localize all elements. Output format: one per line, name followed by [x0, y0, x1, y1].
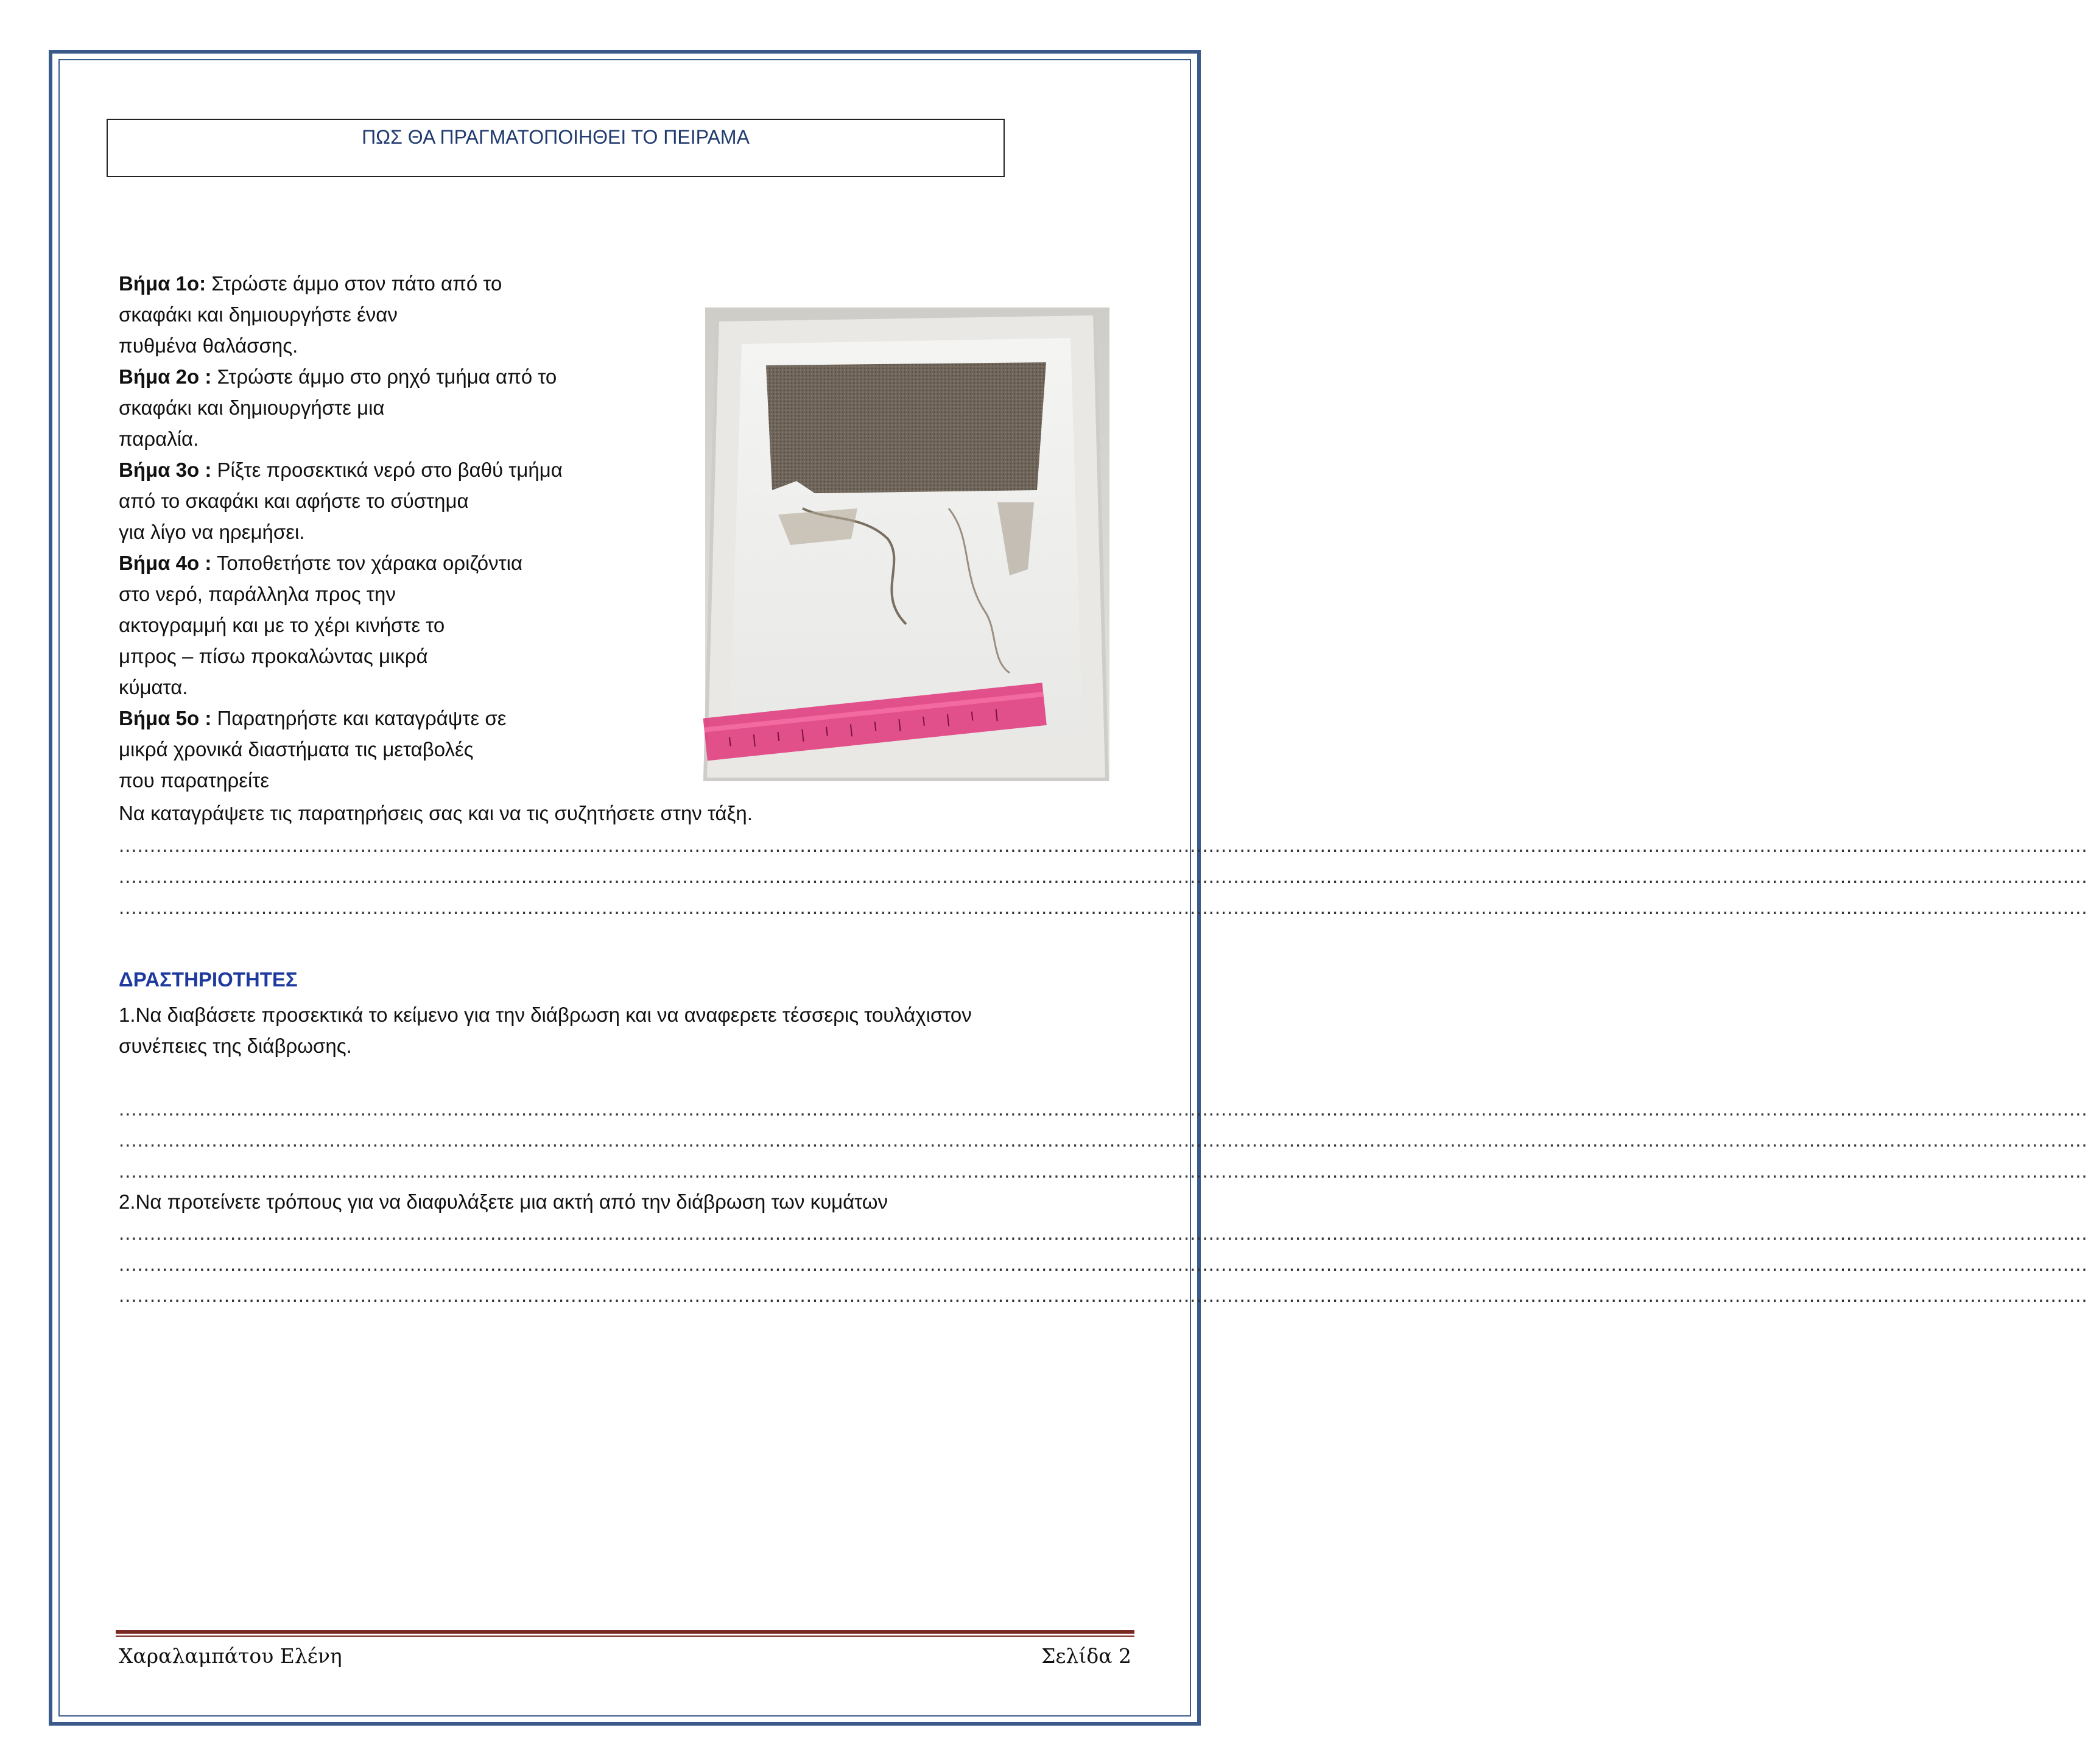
step-text: μικρά χρονικά διαστήματα τις μεταβολές	[119, 738, 474, 761]
step-label: Βήμα 3ο :	[119, 459, 212, 481]
steps-list	[119, 268, 667, 796]
step-text: μπρος – πίσω προκαλώντας μικρά	[119, 645, 428, 667]
footer-page-number: Σελίδα 2	[1041, 1644, 1131, 1668]
step-text: παραλία.	[119, 427, 199, 450]
answer-line[interactable]: ..............................................................................................................................................................................................................................................................................................................................	[119, 1159, 2088, 1182]
step-text: που παρατηρείτε	[119, 769, 270, 792]
answer-line[interactable]: ..............................................................................................................................................................................................................................................................................................................................	[119, 834, 2088, 856]
step-2	[119, 361, 667, 392]
step-text: στο νερό, παράλληλα προς την	[119, 583, 396, 605]
activities-heading: ΔΡΑΣΤΗΡΙΟΤΗΤΕΣ	[119, 968, 298, 991]
section-title-box	[107, 119, 1005, 177]
step-text: από το σκαφάκι και αφήστε το σύστημα	[119, 490, 469, 512]
footer-rule-thin	[116, 1636, 1134, 1637]
step-text: ακτογραμμή και με το χέρι κινήστε το	[119, 614, 445, 636]
step-3	[119, 454, 667, 485]
footer-author: Χαραλαμπάτου Ελένη	[119, 1644, 342, 1668]
footer-rule	[116, 1630, 1134, 1634]
step-text: Στρώστε άμμο στο ρηχό τμήμα από το	[211, 365, 557, 388]
answer-line[interactable]: ..............................................................................................................................................................................................................................................................................................................................	[119, 865, 2088, 887]
answer-line[interactable]: ..............................................................................................................................................................................................................................................................................................................................	[119, 1284, 2088, 1306]
step-4	[119, 547, 667, 578]
tray-illustration	[705, 307, 1109, 779]
step-text: σκαφάκι και δημιουργήστε έναν	[119, 303, 398, 326]
experiment-tray-photo	[705, 307, 1109, 779]
step-text: Τοποθετήστε τον χάρακα οριζόντια	[211, 552, 523, 574]
answer-line[interactable]: ..............................................................................................................................................................................................................................................................................................................................	[119, 1221, 2088, 1244]
step-label: Βήμα 5ο :	[119, 707, 212, 729]
step-label: Βήμα 2ο :	[119, 365, 212, 388]
question-2: 2.Να προτείνετε τρόπους για να διαφυλάξετε μια ακτή από την διάβρωση των κυμάτων	[119, 1190, 888, 1213]
step-5	[119, 703, 667, 734]
step-text: σκαφάκι και δημιουργήστε μια	[119, 396, 385, 419]
answer-line[interactable]: ..............................................................................................................................................................................................................................................................................................................................	[119, 1097, 2088, 1120]
question-1-line-2: συνέπειες της διάβρωσης.	[119, 1035, 352, 1057]
question-1-line-1: 1.Να διαβάσετε προσεκτικά το κείμενο για την διάβρωση και να αναφερετε τέσσερις τουλάχιστον	[119, 1003, 972, 1026]
answer-line[interactable]: ..............................................................................................................................................................................................................................................................................................................................	[119, 1253, 2088, 1275]
step-label: Βήμα 4ο :	[119, 552, 212, 574]
answer-line[interactable]: ..............................................................................................................................................................................................................................................................................................................................	[119, 1128, 2088, 1151]
instruction-text: Να καταγράψετε τις παρατηρήσεις σας και να τις συζητήσετε στην τάξη.	[119, 802, 753, 824]
step-label: Βήμα 1ο:	[119, 272, 206, 295]
step-1	[119, 268, 667, 299]
step-text: Παρατηρήστε και καταγράψτε σε	[211, 707, 507, 729]
step-text: κύματα.	[119, 676, 188, 698]
step-text: Στρώστε άμμο στον πάτο από το	[206, 272, 502, 295]
step-text: Ρίξτε προσεκτικά νερό στο βαθύ τμήμα	[211, 459, 563, 481]
step-text: πυθμένα θαλάσσης.	[119, 334, 298, 357]
answer-line[interactable]: ..............................................................................................................................................................................................................................................................................................................................	[119, 896, 2088, 918]
step-text: για λίγο να ηρεμήσει.	[119, 521, 305, 543]
section-title: ΠΩΣ ΘΑ ΠΡΑΓΜΑΤΟΠΟΙΗΘΕΙ ΤΟ ΠΕΙΡΑΜΑ	[362, 126, 750, 148]
